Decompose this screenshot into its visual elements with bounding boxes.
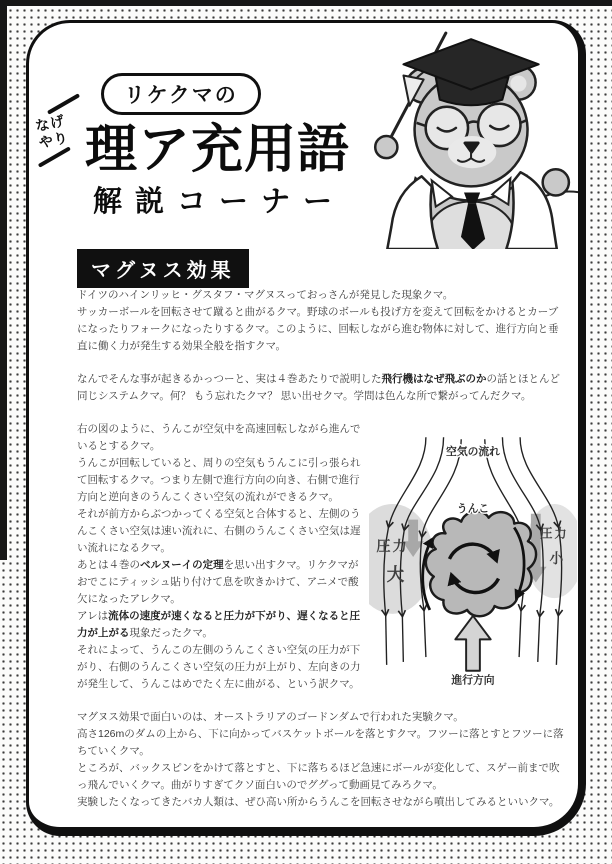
speedline-icon: [47, 93, 80, 114]
two-column-section: [77, 421, 569, 693]
page-edge-top: [0, 0, 612, 6]
article-body: [77, 287, 569, 811]
bold-text-run: 飛行機はなぜ飛ぶのか: [381, 373, 487, 385]
paragraph: うんこが回転していると、周りの空気もうんこに引っ張られて回転するクマ。つまり左側で進行方向の向き、右側で進行方向と逆向きのうんこくさい空気の流れができるクマ。: [77, 457, 361, 503]
bear-paw-right: [543, 169, 569, 195]
text-run: 現象だったクマ。: [129, 627, 213, 639]
direction-label: 進行方向: [451, 674, 495, 687]
title-prefix-line2: やり: [37, 128, 70, 151]
paragraph: サッカーボールを回転させて蹴ると曲がるクマ。野球のボールも投げ方を変えて回転をかけるとカーブになったりフォークになったりするクマ。このように、回転しながら進む物体に対して、進行方向と垂直に働く力が発生する効果全般を指すクマ。: [77, 306, 559, 352]
object-label: うんこ: [456, 502, 490, 515]
bold-text-run: 流体の速度が速くなると圧力が下がり、遅くなると圧力が上がる: [77, 610, 361, 639]
text-run: を思い出すクマ。リケクマがおでこにティッシュ貼り付けて息を吹きかけて、アニメで酸欠になったアレクマ。: [77, 559, 359, 605]
pressure-left-value: 大: [386, 564, 405, 585]
paragraph: それが前方からぶつかってくる空気と合体すると、左側のうんこくさい空気は速い流れに、右側のうんこくさい空気は遅い流れになるクマ。: [77, 508, 361, 554]
text-run: あとは４巻の: [77, 559, 140, 571]
paragraph: ドイツのハインリッヒ・グスタフ・マグヌスっておっさんが発見した現象クマ。: [77, 289, 454, 301]
paragraph: [77, 371, 565, 405]
bear-mascot-illustration: [349, 27, 581, 249]
paragraph: マグヌス効果で面白いのは、オーストラリアのゴードンダムで行われた実験クマ。: [77, 711, 464, 723]
paragraph-gap: [77, 405, 565, 421]
title-prefix-line1: なげ: [33, 112, 67, 135]
bear-paw-left: [375, 136, 397, 158]
paragraph: 実験したくなってきたバカ人類は、ぜひ高い所からうんこを回転させながら噴出してみるといいクマ。: [77, 796, 560, 808]
left-column-text: [77, 421, 367, 693]
paragraph: [77, 557, 367, 608]
magnus-effect-diagram: [369, 421, 577, 689]
page-subtitle: 解説コーナー: [93, 186, 346, 218]
pressure-right-word: 圧力: [540, 526, 569, 541]
spinning-object: [426, 511, 536, 616]
paragraph: 右の図のように、うんこが空気中を高速回転しながら進んでいるとするクマ。: [77, 423, 361, 452]
page-edge-left: [0, 0, 7, 560]
paragraph-gap: [77, 693, 565, 709]
title-bubble: リケクマの: [101, 73, 261, 115]
paragraph: それによって、うんこの左側のうんこくさい空気の圧力が下がり、右側のうんこくさい空気の圧力が上がり、左向きの力が発生して、うんこはめでたく左に曲がる、という訳クマ。: [77, 644, 361, 690]
comic-panel: [26, 20, 586, 836]
paragraph: 高さ126mのダムの上から、下に向かってバスケットボールを落とすクマ。フツーに落とすとフツーに落ちていくクマ。: [77, 728, 564, 757]
title-prefix: [34, 112, 70, 151]
direction-arrow: [455, 616, 490, 671]
text-run: なんでそんな事が起きるかっつーと、実は４巻あたりで説明した: [77, 373, 382, 385]
section-heading: マグヌス効果: [77, 249, 249, 288]
text-run: アレは: [77, 610, 109, 622]
text-run: の話とほとんど同じシステムクマ。何？ もう忘れたクマ？ 思い出せクマ。学問は色んな所で繋がってんだクマ。: [77, 373, 560, 402]
pressure-left-word: 圧力: [376, 539, 409, 556]
paragraph-gap: [77, 355, 565, 371]
paragraph: ところが、バックスピンをかけて落とすと、下に落ちるほど急速にボールが変化して、スゲー前まで吹っ飛んでいくクマ。曲がりすぎてクソ面白いのでググって動画見てみろクマ。: [77, 762, 560, 791]
page-title: 理ア充用語: [85, 119, 351, 180]
air-flow-label: 空気の流れ: [446, 445, 500, 458]
pressure-right-value: 小: [549, 550, 564, 566]
bold-text-run: ベルヌーイの定理: [140, 559, 224, 571]
paragraph: [77, 608, 367, 642]
